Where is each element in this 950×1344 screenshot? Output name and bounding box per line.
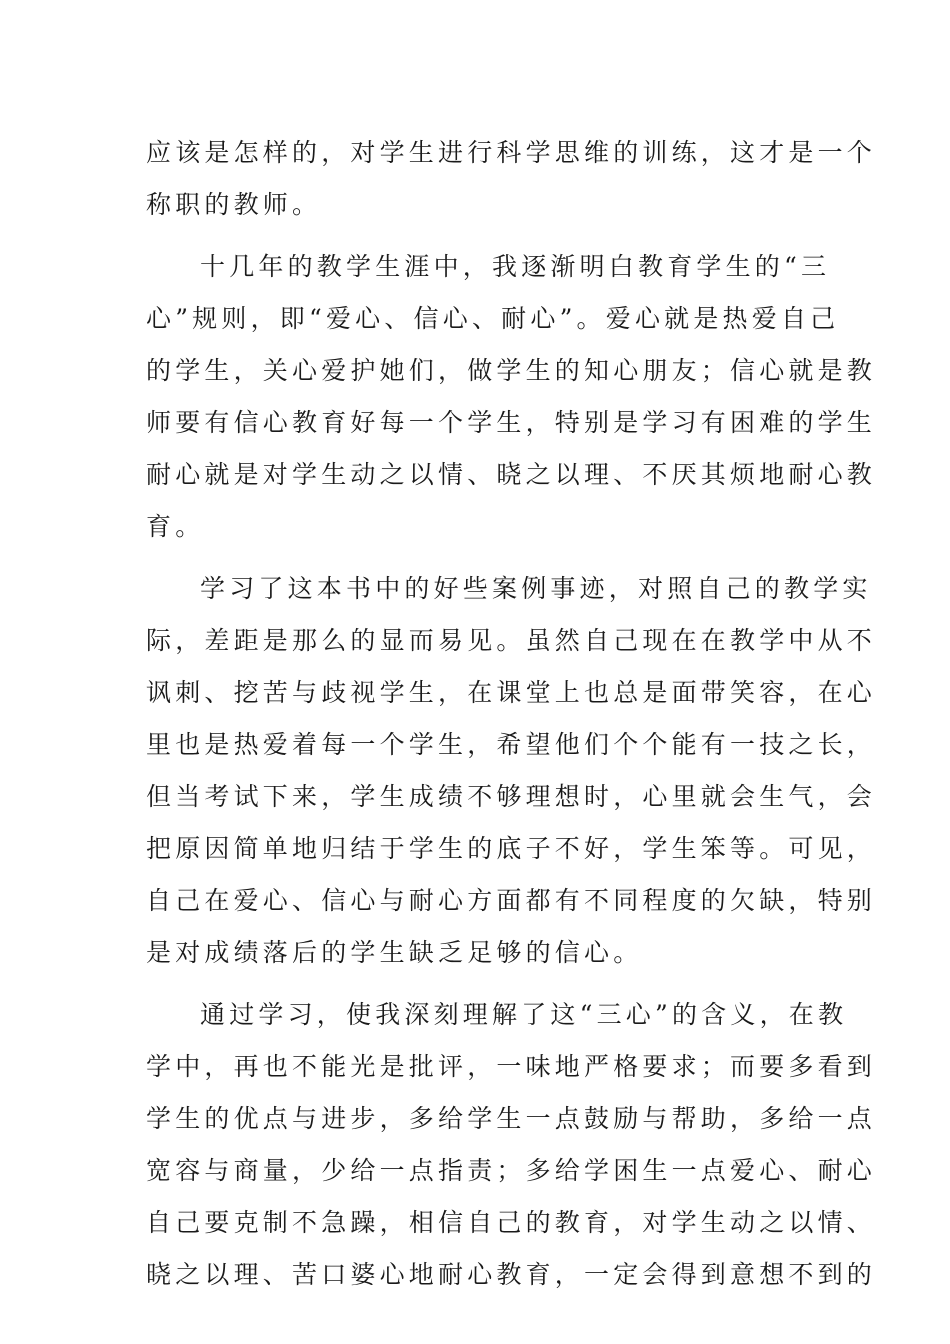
paragraph-3 [146, 563, 877, 979]
text-line: 际，差距是那么的显而易见。虽然自己现在在教学中从不 [146, 626, 877, 655]
text-line: 通过学习，使我深刻理解了这“三心”的含义，在教 [200, 1000, 848, 1029]
text-line: 是对成绩落后的学生缺乏足够的信心。 [146, 938, 643, 967]
text-line: 学习了这本书中的好些案例事迹，对照自己的教学实 [200, 574, 872, 603]
paragraph-2 [146, 241, 877, 553]
paragraph-4 [146, 989, 877, 1301]
text-line: 十几年的教学生涯中，我逐渐明白教育学生的“三 [200, 252, 831, 281]
text-line: 耐心就是对学生动之以情、晓之以理、不厌其烦地耐心教 [146, 460, 877, 489]
text-line: 学中，再也不能光是批评，一味地严格要求；而要多看到 [146, 1052, 877, 1081]
document-body [146, 127, 877, 1301]
text-line: 里也是热爱着每一个学生，希望他们个个能有一技之长， [146, 730, 877, 759]
paragraph-1 [146, 127, 877, 231]
text-line: 的学生，关心爱护她们，做学生的知心朋友；信心就是教 [146, 356, 877, 385]
text-line: 学生的优点与进步，多给学生一点鼓励与帮助，多给一点 [146, 1104, 877, 1133]
text-line: 师要有信心教育好每一个学生，特别是学习有困难的学生 [146, 408, 877, 437]
text-line: 把原因简单地归结于学生的底子不好，学生笨等。可见， [146, 834, 877, 863]
text-line: 应该是怎样的，对学生进行科学思维的训练，这才是一个 [146, 138, 877, 167]
text-line: 但当考试下来，学生成绩不够理想时，心里就会生气，会 [146, 782, 877, 811]
text-line: 自己在爱心、信心与耐心方面都有不同程度的欠缺，特别 [146, 886, 877, 915]
text-line: 宽容与商量，少给一点指责；多给学困生一点爱心、耐心 [146, 1156, 877, 1185]
text-line: 称职的教师。 [146, 190, 322, 219]
text-line: 自己要克制不急躁，相信自己的教育，对学生动之以情、 [146, 1208, 877, 1237]
text-line: 心”规则，即“爱心、信心、耐心”。爱心就是热爱自己 [146, 304, 840, 333]
text-line: 讽刺、挖苦与歧视学生，在课堂上也总是面带笑容，在心 [146, 678, 877, 707]
text-line: 育。 [146, 512, 205, 541]
text-line: 晓之以理、苦口婆心地耐心教育，一定会得到意想不到的 [146, 1260, 877, 1289]
